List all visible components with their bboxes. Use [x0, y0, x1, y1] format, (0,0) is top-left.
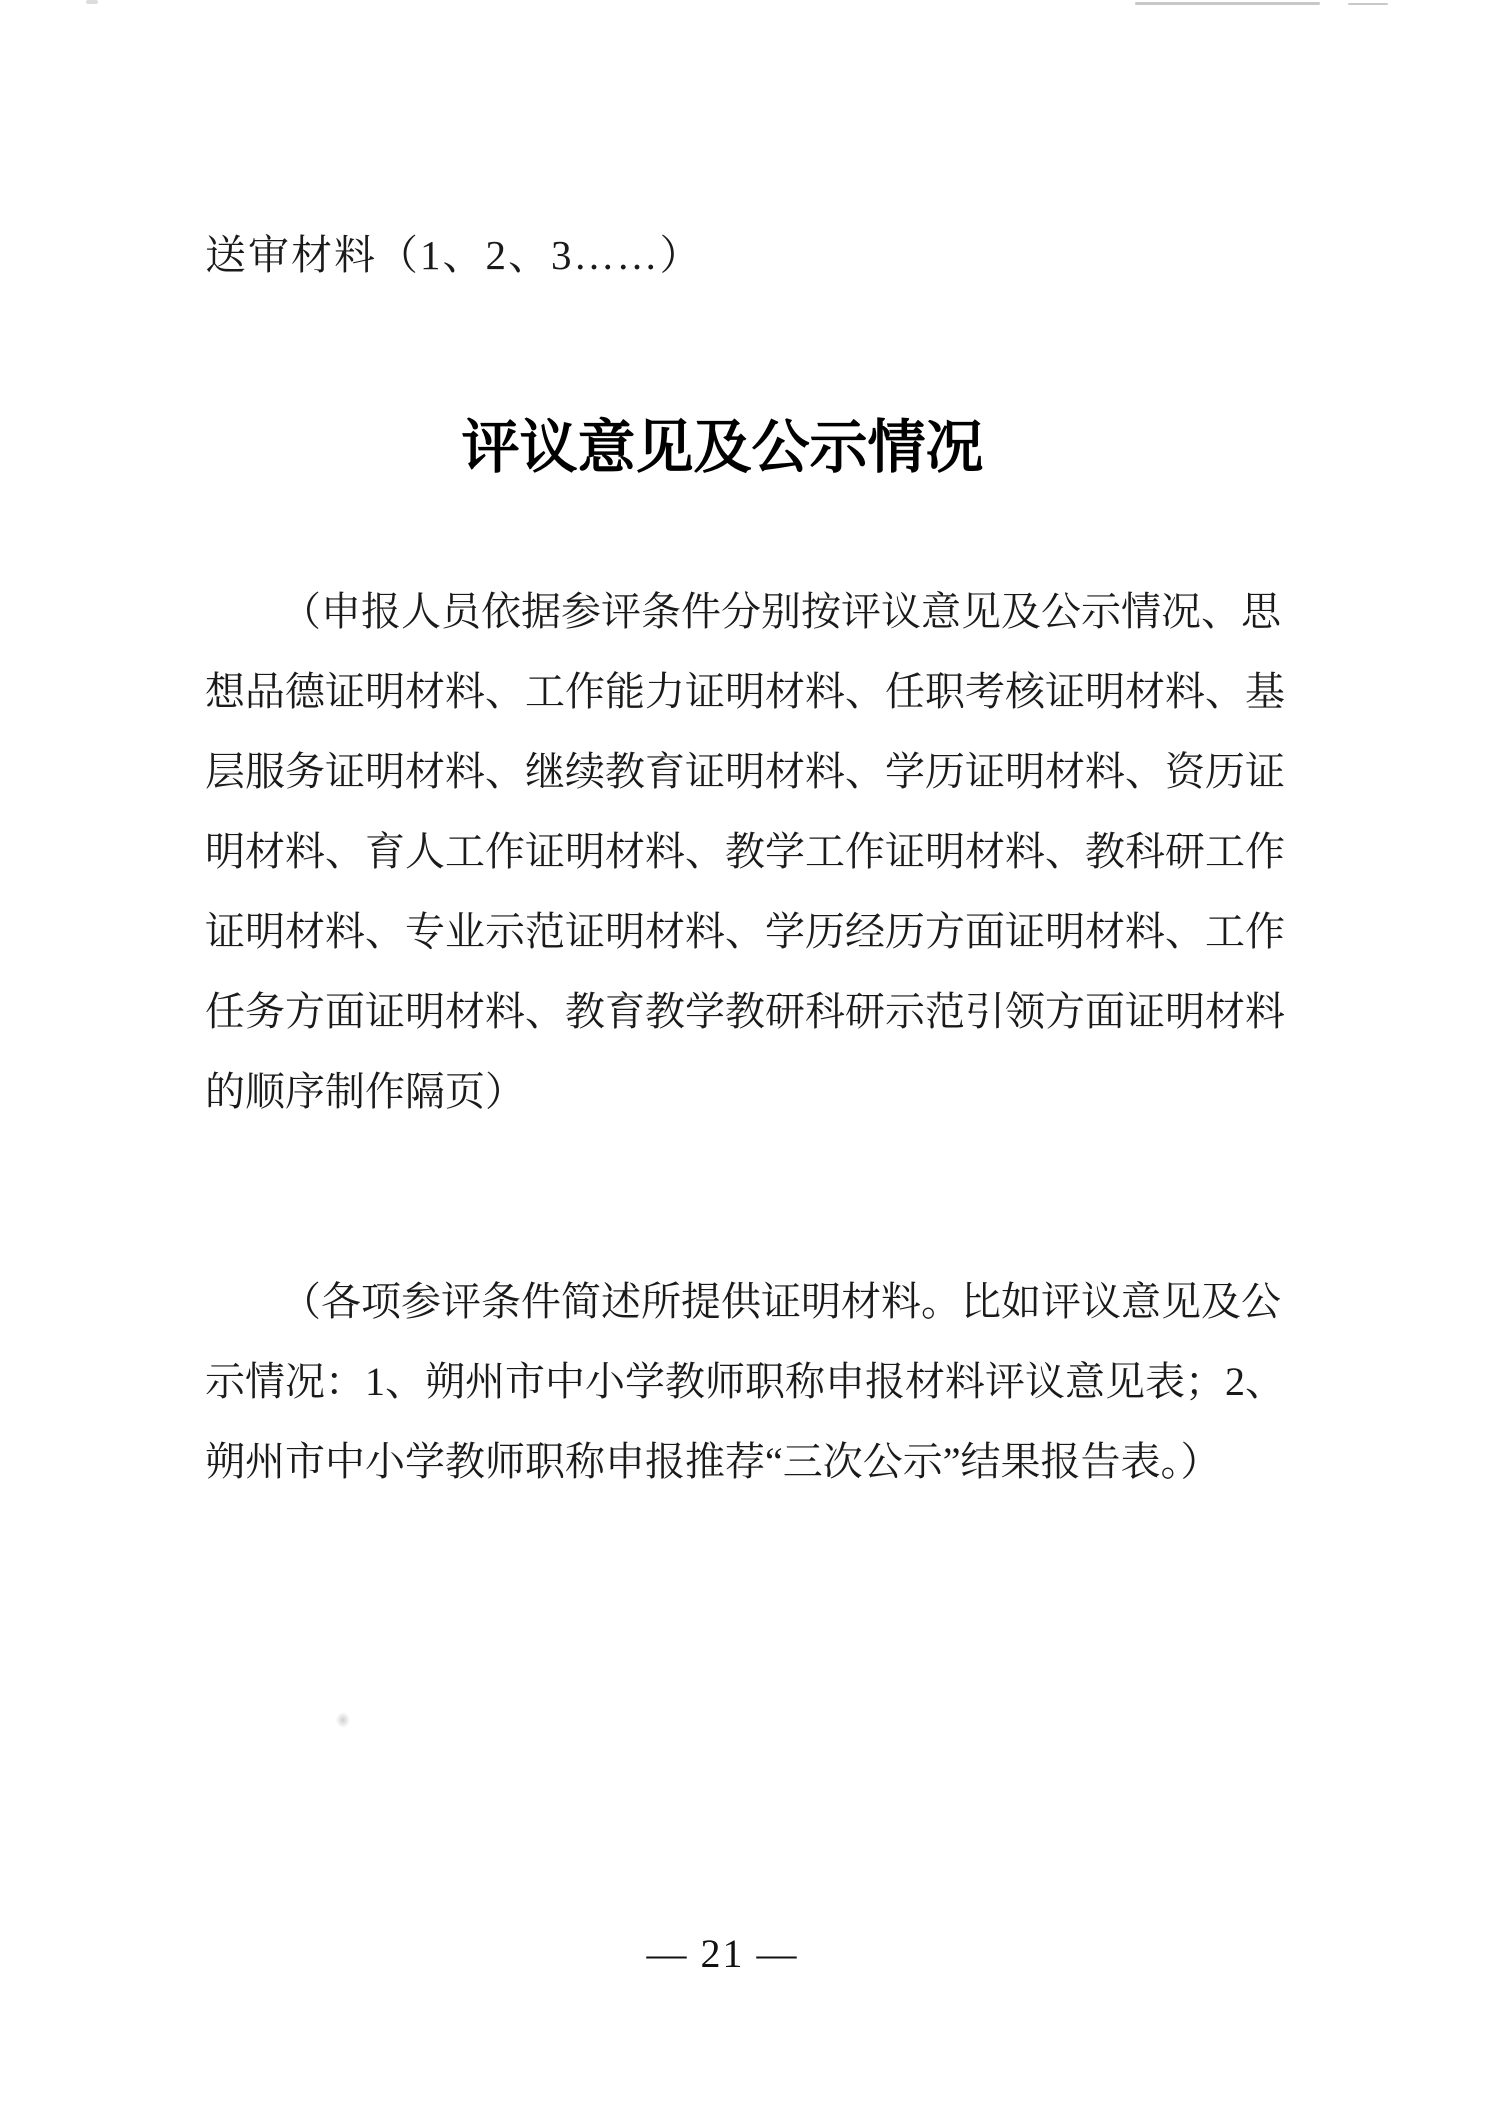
- text-line: （申报人员依据参评条件分别按评议意见及公示情况、思: [281, 589, 1281, 634]
- text-line: 明材料、育人工作证明材料、教学工作证明材料、教科研工作: [205, 829, 1285, 874]
- text-line: （各项参评条件简述所提供证明材料。比如评议意见及公: [281, 1279, 1281, 1324]
- text-line: 的顺序制作隔页）: [205, 1069, 525, 1114]
- text-line: 层服务证明材料、继续教育证明材料、学历证明材料、资历证: [205, 749, 1285, 794]
- page-title: 评议意见及公示情况: [461, 415, 984, 480]
- text-line: 朔州市中小学教师职称申报推荐“三次公示”结果报告表。）: [205, 1439, 1221, 1484]
- page-number: — 21 —: [646, 1931, 799, 1976]
- paragraph-materials-order: [205, 572, 1285, 1132]
- text-line: 示情况：1、朔州市中小学教师职称申报材料评议意见表；2、: [205, 1359, 1285, 1404]
- text-line: 证明材料、专业示范证明材料、学历经历方面证明材料、工作: [205, 909, 1285, 954]
- header-line: 送审材料（1、2、3……）: [205, 232, 703, 278]
- scan-smudge: [336, 1712, 350, 1728]
- scan-artifact: [1135, 2, 1320, 5]
- text-line: 想品德证明材料、工作能力证明材料、任职考核证明材料、基: [205, 669, 1285, 714]
- text-line: 任务方面证明材料、教育教学教研科研示范引领方面证明材料: [205, 989, 1285, 1034]
- scan-artifact: [86, 0, 98, 4]
- scan-artifact: [1348, 3, 1388, 5]
- paragraph-example-materials: [205, 1262, 1285, 1502]
